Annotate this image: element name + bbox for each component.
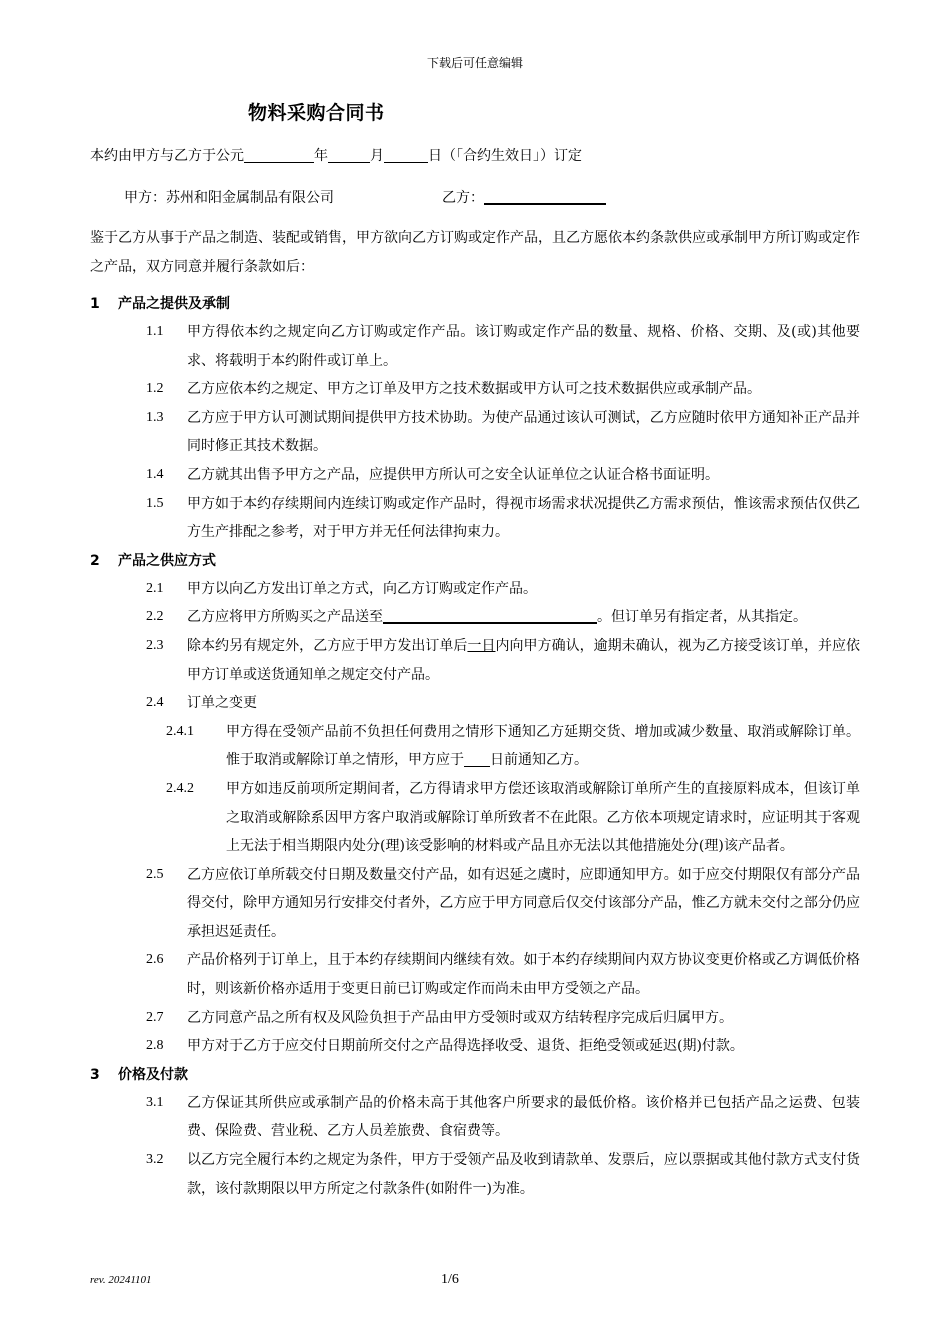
day-blank[interactable] bbox=[384, 146, 428, 163]
party-a: 甲方：苏州和阳金属制品有限公司 bbox=[124, 190, 334, 206]
parties-line bbox=[90, 184, 860, 212]
clause: 2.4 订单之变更 bbox=[146, 695, 257, 712]
party-b-label: 乙方： bbox=[442, 190, 484, 206]
clause: 2.5 乙方应依订单所载交付日期及数量交付产品，如有迟延之虞时，应即通知甲方。如于应交付期限仅有部分产品得交付，除甲方通知另行安排交付者外，乙方应于甲方同意后仅交付该部分产品，惟乙方就未交付之部分仍应承担迟延责任。 bbox=[146, 866, 860, 940]
clause: 2.6 产品价格列于订单上，且于本约存续期间内继续有效。如于本约存续期间内双方协议变更价格或乙方调低价格时，则该新价格亦适用于变更日前已订购或定作而尚未由甲方受领之产品。 bbox=[146, 952, 860, 998]
document-body bbox=[90, 142, 860, 1203]
delivery-location-blank[interactable] bbox=[383, 606, 597, 624]
clause: 2.8 甲方对于乙方于应交付日期前所交付之产品得选择收受、退货、拒绝受领或延迟(期)付款。 bbox=[146, 1038, 744, 1055]
year-blank[interactable] bbox=[244, 146, 314, 163]
confirm-days-value: 一日 bbox=[467, 637, 496, 654]
page-header-note: 下载后可任意编辑 bbox=[426, 56, 523, 70]
intro-paragraph: 鉴于乙方从事于产品之制造、装配或销售，甲方欲向乙方订购或定作产品，且乙方愿依本约条款供应或承制甲方所订购或定作之产品，双方同意并履行条款如后： bbox=[90, 230, 860, 275]
clause: 2.1 甲方以向乙方发出订单之方式，向乙方订购或定作产品。 bbox=[146, 580, 537, 597]
effective-date-line: 本约由甲方与乙方于公元 年 月 日（「合约生效日」）订定 bbox=[90, 148, 582, 164]
clause: 2.7 乙方同意产品之所有权及风险负担于产品由甲方受领时或双方结转程序完成后归属甲方。 bbox=[146, 1009, 733, 1026]
clause: 1.3 乙方应于甲方认可测试期间提供甲方技术协助。为使产品通过该认可测试，乙方应随时依甲方通知补正产品并同时修正其技术数据。 bbox=[146, 409, 860, 455]
clause: 3.2 以乙方完全履行本约之规定为条件，甲方于受领产品及收到请款单、发票后，应以票据或其他付款方式支付货款，该付款期限以甲方所定之付款条件(如附件一)为准。 bbox=[146, 1152, 860, 1197]
month-blank[interactable] bbox=[328, 146, 370, 163]
clause: 2.3 除本约另有规定外，乙方应于甲方发出订单后一日内向甲方确认，逾期未确认，视为乙方接受该订单，并应依甲方订单或送货通知单之规定交付产品。 bbox=[146, 637, 861, 683]
clause: 1.1 甲方得依本约之规定向乙方订购或定作产品。该订购或定作产品的数量、规格、价格、交期、及(或)其他要求、将载明于本约附件或订单上。 bbox=[146, 324, 860, 369]
section-heading: 2 产品之供应方式 bbox=[90, 552, 216, 569]
sub-clause: 2.4.2 甲方如违反前项所定期间者，乙方得请求甲方偿还该取消或解除订单所产生的直接原料成本，但该订单之取消或解除系因甲方客户取消或解除订单所致者不在此限。乙方依本项规定请求时，应证明其于客观上无法于相当期限内处分(理)该受影响的材料或产品且亦无法以其他措施处分(理)该产品者。 bbox=[166, 780, 860, 855]
clause: 3.1 乙方保证其所供应或承制产品的价格未高于其他客户所要求的最低价格。该价格并已包括产品之运费、包装费、保险费、营业税、乙方人员差旅费、食宿费等。 bbox=[146, 1094, 860, 1140]
page-number: 1/6 bbox=[441, 1272, 459, 1287]
clause: 2.2 乙方应将甲方所购买之产品送至 。但订单另有指定者，从其指定。 bbox=[90, 603, 860, 632]
clause: 1.5 甲方如于本约存续期间内连续订购或定作产品时，得视市场需求状况提供乙方需求预估，惟该需求预估仅供乙方生产排配之参考，对于甲方并无任何法律拘束力。 bbox=[146, 495, 860, 541]
party-b-blank[interactable] bbox=[484, 187, 606, 205]
section-heading: 3 价格及付款 bbox=[90, 1066, 188, 1083]
sub-clause: 2.4.1 甲方得在受领产品前不负担任何费用之情形下通知乙方延期交货、增加或减少数量、取消或解除订单。惟于取消或解除订单之情形，甲方应于 日前通知乙方。 bbox=[166, 723, 860, 769]
notice-days-blank[interactable] bbox=[464, 750, 490, 767]
clause: 1.2 乙方应依本约之规定、甲方之订单及甲方之技术数据或甲方认可之技术数据供应或承制产品。 bbox=[146, 381, 761, 398]
document-title: 物料采购合同书 bbox=[248, 102, 385, 124]
section-heading: 1 产品之提供及承制 bbox=[90, 296, 230, 312]
clause: 1.4 乙方就其出售予甲方之产品，应提供甲方所认可之安全认证单位之认证合格书面证明。 bbox=[146, 466, 719, 483]
revision-label: rev. 20241101 bbox=[90, 1274, 152, 1286]
